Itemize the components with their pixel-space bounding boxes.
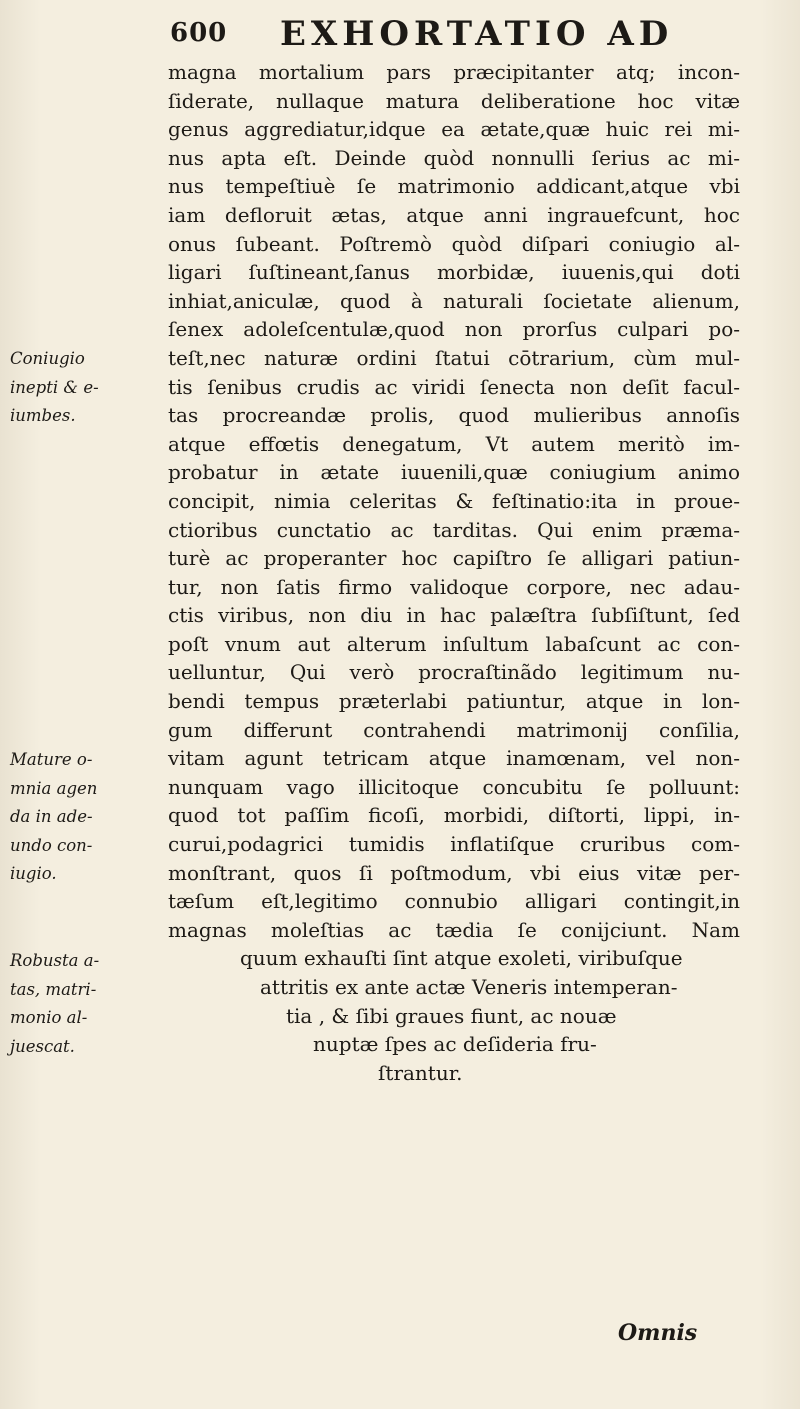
margin-note-line: Mature o-	[10, 750, 93, 769]
text-line: tur, non ſatis firmo validoque corpore, nec adau-	[168, 574, 740, 599]
text-line: nus tempeſtiuè ſe matrimonio addicant,atque vbi	[168, 174, 740, 199]
text-line: quum exhauſti ſint atque exoleti, viribuſque	[240, 946, 683, 971]
text-line: onus ſubeant. Poſtremò quòd diſpari coniugio al-	[168, 231, 740, 256]
margin-note-line: monio al-	[10, 1008, 88, 1028]
margin-note-line: tas, matri-	[10, 979, 97, 999]
text-line: nunquam vago illicitoque concubitu ſe polluunt:	[168, 774, 740, 799]
margin-note-coniugio	[10, 345, 99, 431]
text-line: ſtrantur.	[378, 1060, 463, 1085]
text-line: curui,podagrici tumidis inflatiſque cruribus com-	[168, 832, 740, 857]
page-number: 600	[170, 18, 228, 48]
text-line: genus aggrediatur,idque ea ætate,quæ huic rei mi-	[168, 117, 740, 142]
text-line: iam defloruit ætas, atque anni ingrauefcunt, hoc	[168, 202, 740, 227]
text-line: uelluntur, Qui verò procraſtinãdo legitimum nu-	[168, 660, 740, 685]
catchword: Omnis	[618, 1320, 698, 1346]
margin-note-mature	[10, 746, 97, 889]
text-line: inhiat,aniculæ, quod à naturali ſocietate alienum,	[168, 288, 740, 313]
text-line: ctis viribus, non diu in hac palæſtra ſubſiſtunt, ſed	[168, 603, 740, 628]
text-line: ligari ſuſtineant,ſanus morbidæ, iuuenis,qui doti	[168, 260, 740, 285]
text-line: attritis ex ante actæ Veneris intemperan-	[260, 975, 678, 999]
body-text	[168, 58, 740, 1087]
text-line: tæſum eſt,legitimo connubio alligari contingit,in	[168, 889, 740, 914]
text-line: atque effœtis denegatum, Vt autem meritò im-	[168, 431, 740, 456]
text-line: ſiderate, nullaque matura deliberatione hoc vitæ	[168, 88, 740, 113]
text-line: tas procreandæ prolis, quod mulieribus annoſis	[168, 403, 740, 428]
running-title: EXHORTATIO AD	[280, 14, 674, 54]
page-header	[170, 14, 690, 58]
margin-note-line: juescat.	[10, 1036, 75, 1056]
margin-note-robusta	[10, 947, 99, 1061]
margin-note-line: mnia agen	[10, 778, 98, 798]
text-line: nuptæ ſpes ac deſideria fru-	[313, 1032, 597, 1057]
text-line: ſenex adoleſcentulæ,quod non prorſus culpari po-	[168, 317, 740, 342]
text-line: poſt vnum aut alterum inſultum labaſcunt ac con-	[168, 631, 740, 656]
text-line: magnas moleſtias ac tædia ſe conijciunt. Nam	[168, 917, 740, 942]
text-line: nus apta eſt. Deinde quòd nonnulli ſerius ac mi-	[168, 145, 740, 170]
text-line: bendi tempus præterlabi patiuntur, atque in lon-	[168, 689, 740, 714]
margin-notes	[0, 0, 165, 1409]
text-line: vitam agunt tetricam atque inamœnam, vel non-	[168, 746, 740, 771]
text-line: tis ſenibus crudis ac viridi ſenecta non deſit facul-	[168, 374, 740, 399]
text-line: concipit, nimia celeritas & feſtinatio:ita in proue-	[168, 488, 740, 513]
margin-note-line: iugio.	[10, 864, 57, 884]
margin-note-line: Coniugio	[10, 349, 85, 368]
text-line: probatur in ætate iuuenili,quæ coniugium animo	[168, 460, 740, 485]
text-line: gum differunt contrahendi matrimonij conſilia,	[168, 717, 740, 742]
text-line: turè ac properanter hoc capiſtro ſe alligari patiun-	[168, 546, 740, 571]
margin-note-line: inepti & e-	[10, 377, 99, 397]
margin-note-line: Robusta a-	[10, 951, 100, 970]
margin-note-line: da in ade-	[10, 807, 93, 827]
text-line: magna mortalium pars præcipitanter atq; incon-	[168, 60, 740, 84]
text-line: quod tot paſſim ficoſi, morbidi, diſtorti, lippi, in-	[168, 803, 740, 828]
margin-note-line: undo con-	[10, 835, 93, 855]
text-line: ctioribus cunctatio ac tarditas. Qui enim præma-	[168, 517, 740, 542]
margin-note-line: iumbes.	[10, 406, 76, 426]
text-line: tia , & ſibi graues fiunt, ac nouæ	[286, 1003, 617, 1028]
text-line: teſt,nec naturæ ordini ſtatui cōtrarium, cùm mul-	[168, 345, 740, 370]
text-line: monſtrant, quos ſi poſtmodum, vbi eius vitæ per-	[168, 860, 740, 885]
